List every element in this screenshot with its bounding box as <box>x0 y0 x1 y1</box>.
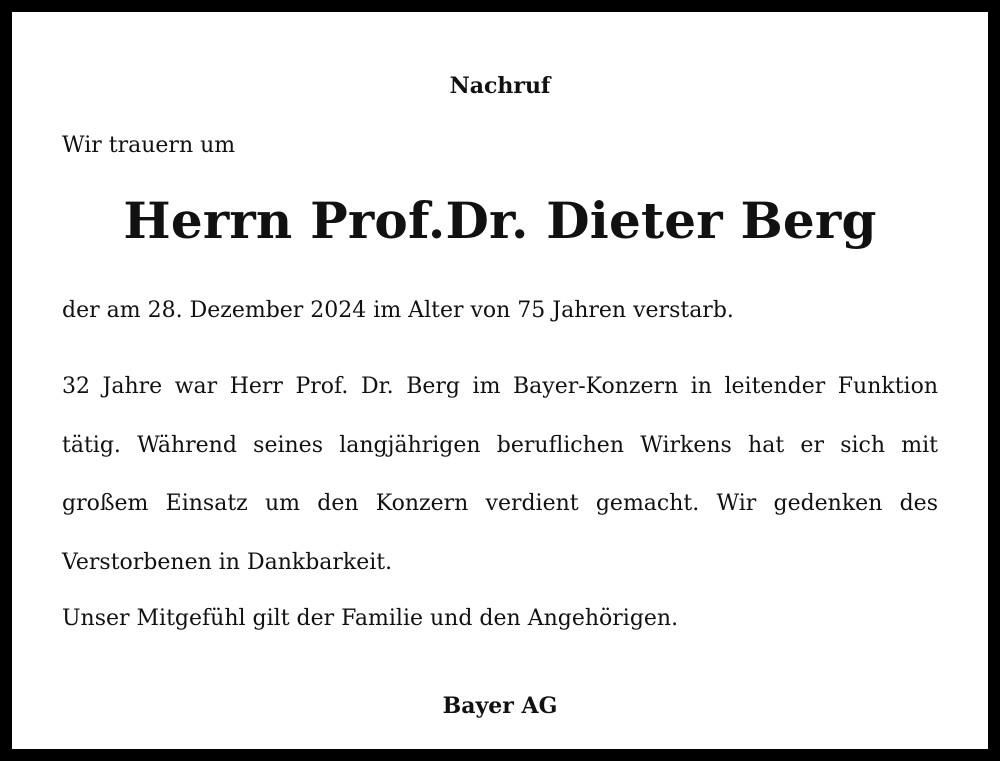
sympathy-text: Unser Mitgefühl gilt der Familie und den Angehörigen. <box>62 606 679 631</box>
intro-text: Wir trauern um <box>62 133 236 158</box>
notice-heading: Nachruf <box>449 73 551 99</box>
deceased-name: Herrn Prof.Dr. Dieter Berg <box>123 191 877 250</box>
signature-company: Bayer AG <box>442 693 558 719</box>
tribute-paragraph: 32 Jahre war Herr Prof. Dr. Berg im Bayer-Konzern in leitender Funktion tätig. Während seines langjährigen beruflichen Wirkens hat er sich mit großem Einsatz um den Konzern verdient gemacht. Wir gedenken des Verstorbenen in Dankbarkeit. <box>62 374 938 575</box>
death-date-text: der am 28. Dezember 2024 im Alter von 75 Jahren verstarb. <box>62 298 734 323</box>
